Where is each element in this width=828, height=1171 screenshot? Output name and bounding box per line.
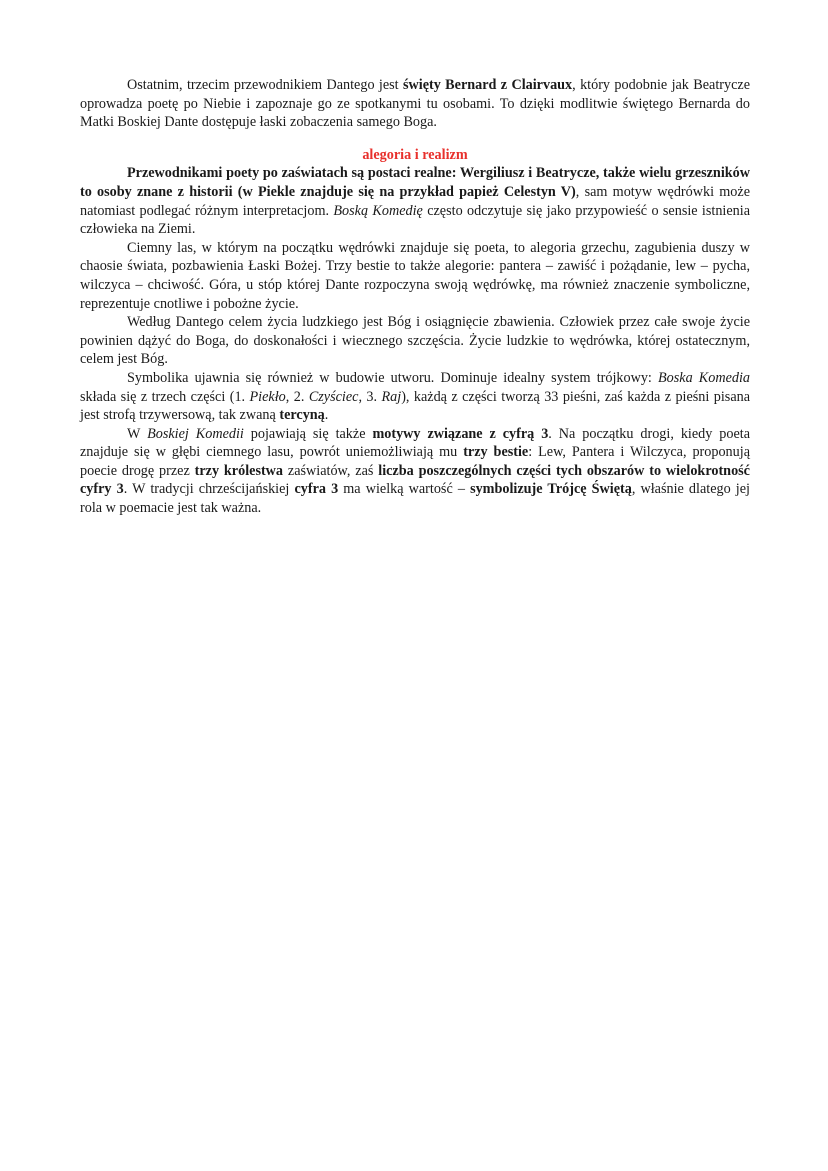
bold-text-run: liczba poszczególnych części tych obszarów to wielokrotność cyfry 3 xyxy=(80,462,750,498)
italic-text-run: Boską Komedię xyxy=(333,202,423,219)
text-run: ), każdą z części tworzą 33 pieśni, zaś każda z pieśni pisana jest strofą trzywersową, tak zwaną xyxy=(80,388,751,424)
italic-text-run: Piekło xyxy=(249,388,286,405)
paragraph-number-three xyxy=(80,425,750,518)
text-run: zaświatów, zaś xyxy=(283,462,379,479)
section-gap xyxy=(80,132,750,146)
text-run: Ostatnim, trzecim przewodnikiem Dantego jest xyxy=(127,77,403,93)
text-run: , sam motyw wędrówki może natomiast podlegać różnym interpretacjom. xyxy=(80,183,750,219)
paragraph-goal-of-life xyxy=(80,313,750,369)
paragraph-guides-real xyxy=(80,164,750,238)
text-run: W xyxy=(127,425,148,442)
text-run: , właśnie dlatego jej rola w poemacie jest tak ważna. xyxy=(80,481,750,517)
italic-text-run: Czyściec xyxy=(308,388,359,405)
italic-text-run: Boska Komedia xyxy=(657,369,750,386)
text-run: . xyxy=(324,407,329,424)
text-run: Według Dantego celem życia ludzkiego jest Bóg i osiągnięcie zbawienia. Człowiek przez całe swoje życie powinien dążyć do Boga, do doskonałości i wiecznego szczęścia. Życie ludzkie to wędrówka, której ostatecznym, celem jest Bóg. xyxy=(80,314,750,368)
paragraph-symbolism-structure xyxy=(80,369,750,425)
text-run: . W tradycji chrześcijańskiej xyxy=(123,481,295,498)
italic-text-run: Raj xyxy=(381,388,402,405)
text-run: , 2. xyxy=(285,388,309,405)
bold-text-run: trzy królestwa xyxy=(194,462,284,479)
bold-text-run: cyfra 3 xyxy=(294,481,339,498)
section-heading: alegoria i realizm xyxy=(362,146,468,163)
bold-text-run: tercyną xyxy=(279,407,325,424)
intro-section xyxy=(80,76,750,132)
bold-text-run: święty Bernard z Clairvaux xyxy=(402,77,573,93)
paragraph-dark-forest xyxy=(80,239,750,313)
text-run: składa się z trzech części (1. xyxy=(80,388,250,405)
text-run: Symbolika ujawnia się również w budowie utworu. Dominuje idealny system trójkowy: xyxy=(127,369,658,386)
text-run: ma wielką wartość – xyxy=(338,481,471,498)
text-run: często odczytuje się jako przypowieść o sensie istnienia człowieka na Ziemi. xyxy=(80,202,750,238)
italic-text-run: Boskiej Komedii xyxy=(147,425,244,442)
document-page xyxy=(80,76,750,518)
bold-text-run: motywy związane z cyfrą 3 xyxy=(372,425,549,442)
bold-text-run: symbolizuje Trójcę Świętą xyxy=(470,481,632,498)
section-body xyxy=(80,164,750,517)
text-run: . Na początku drogi, kiedy poeta znajduje się w głębi ciemnego lasu, powrót uniemożliwiają mu xyxy=(80,425,750,461)
text-run: , 3. xyxy=(358,388,382,405)
text-run: : Lew, Pantera i Wilczyca, proponują poecie drogę przez xyxy=(80,444,750,479)
bold-text-run: trzy bestie xyxy=(463,444,529,461)
text-run: pojawiają się także xyxy=(243,425,373,442)
bold-text-run: Przewodnikami poety po zaświatach są postaci realne: Wergiliusz i Beatrycze, także wielu grzeszników to osoby znane z historii (w Piekle znajduje się na przykład papież Celestyn V) xyxy=(80,165,750,200)
paragraph-bernard xyxy=(80,76,750,132)
text-run: , który podobnie jak Beatrycze oprowadza poetę po Niebie i zapoznaje go ze spotkanymi tu osobami. To dzięki modlitwie świętego Bernarda do Matki Boskiej Dante dostępuje łaski zobaczenia samego Boga. xyxy=(80,77,750,131)
text-run: Ciemny las, w którym na początku wędrówki znajduje się poeta, to alegoria grzechu, zagubienia duszy w chaosie świata, pozbawienia Łaski Bożej. Trzy bestie to także alegorie: pantera – zawiść i pożądanie, lew – pycha, wilczyca – chciwość. Góra, u stóp której Dante rozpoczyna swoją wędrówkę, ma również znaczenie symboliczne, reprezentuje cnotliwe i pobożne życie. xyxy=(80,239,750,312)
